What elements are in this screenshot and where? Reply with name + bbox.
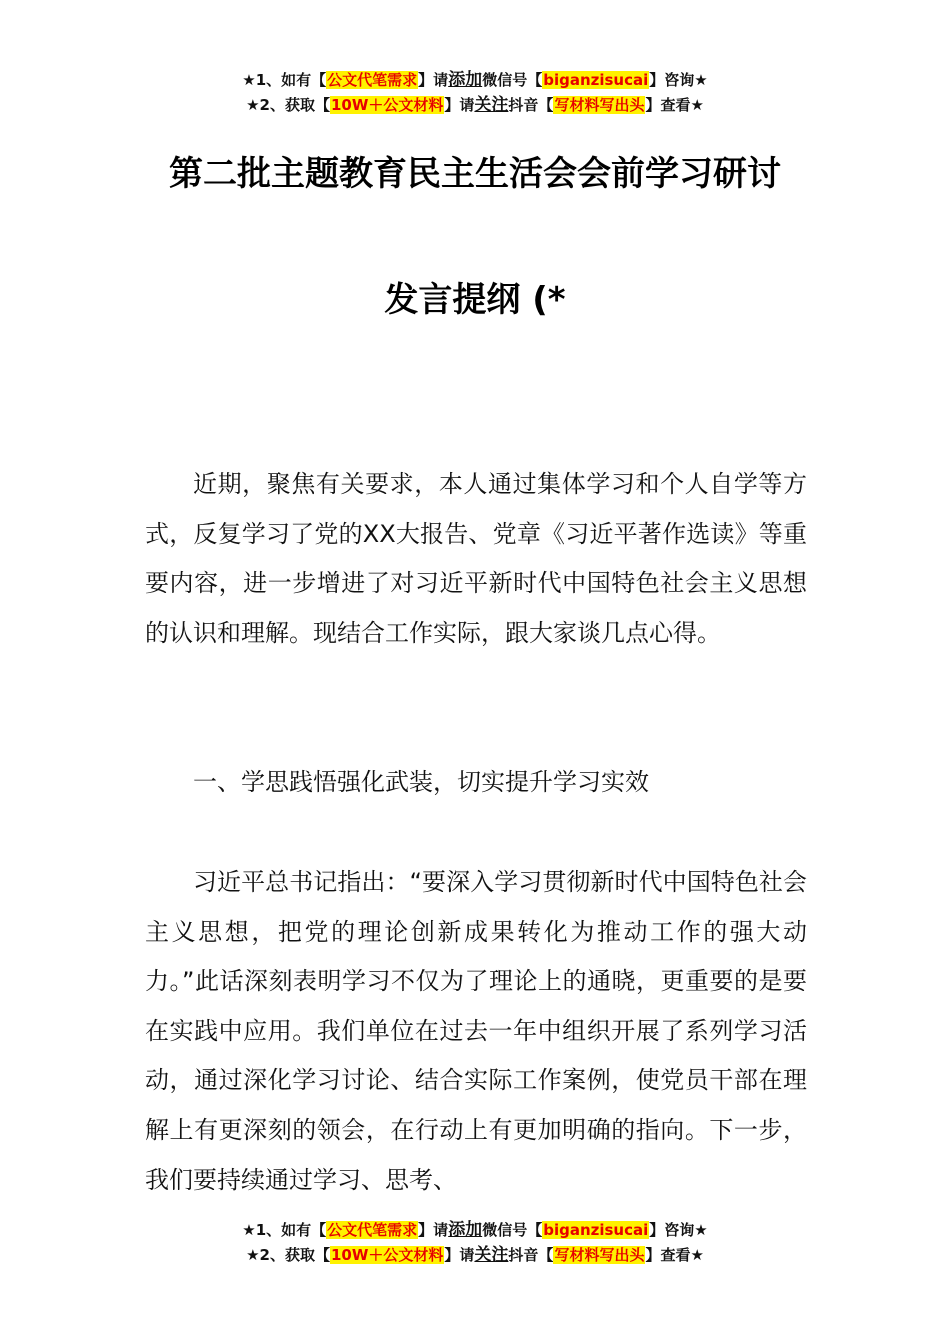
banner-highlight: biganzisucai [543, 71, 649, 89]
banner-line-1 [0, 68, 950, 93]
banner-underline: 关注 [474, 1245, 509, 1265]
banner-text: 】咨询★ [649, 71, 708, 89]
banner-highlight: 公文代笔需求 [327, 1221, 418, 1239]
section-heading [145, 758, 807, 808]
header-banner [0, 68, 950, 118]
footer-banner [0, 1218, 950, 1268]
banner-highlight: biganzisucai [543, 1221, 649, 1239]
banner-line-2 [0, 93, 950, 118]
banner-text: 抖音【 [508, 1246, 554, 1264]
banner-underline: 添加 [448, 1220, 483, 1240]
banner-text: 】请 [418, 1221, 449, 1239]
banner-text: ★2、获取【 [246, 96, 330, 114]
banner-underline: 添加 [448, 70, 483, 90]
banner-highlight: 写材料写出头 [554, 1246, 645, 1264]
banner-text: ★2、获取【 [246, 1246, 330, 1264]
paragraph-text: 习近平总书记指出：“要深入学习贯彻新时代中国特色社会主义思想，把党的理论创新成果转化为推动工作的强大动力。”此话深刻表明学习不仅为了理论上的通晓，更重要的是要在实践中应用。我们单位在过去一年中组织开展了系列学习活动，通过深化学习讨论、结合实际工作案例，使党员干部在理解上有更深刻的领会，在行动上有更加明确的指向。下一步，我们要持续通过学习、思考、 [145, 868, 807, 1194]
document-title-line-1: 第二批主题教育民主生活会会前学习研讨 [169, 154, 781, 194]
document-title-line-2: 发言提纲 (* [384, 280, 566, 320]
section-heading-text: 一、学思践悟强化武装，切实提升学习实效 [193, 768, 649, 796]
banner-text: 微信号【 [482, 71, 543, 89]
banner-text: 】请 [444, 96, 475, 114]
banner-text: 抖音【 [508, 96, 554, 114]
banner-highlight: 10W＋公文材料 [330, 96, 444, 114]
banner-line-1 [0, 1218, 950, 1243]
banner-line-2 [0, 1243, 950, 1268]
banner-text: 】查看★ [645, 96, 704, 114]
banner-highlight: 写材料写出头 [554, 96, 645, 114]
paragraph-text: 近期，聚焦有关要求，本人通过集体学习和个人自学等方式，反复学习了党的XX大报告、党章《习近平著作选读》等重要内容，进一步增进了对习近平新时代中国特色社会主义思想的认识和理解。现结合工作实际，跟大家谈几点心得。 [145, 470, 807, 647]
banner-highlight: 公文代笔需求 [327, 71, 418, 89]
banner-text: 微信号【 [482, 1221, 543, 1239]
body-paragraph [145, 460, 807, 658]
banner-text: 】查看★ [645, 1246, 704, 1264]
banner-text: 】请 [444, 1246, 475, 1264]
banner-underline: 关注 [474, 95, 509, 115]
banner-highlight: 10W＋公文材料 [330, 1246, 444, 1264]
banner-text: 】请 [418, 71, 449, 89]
banner-text: ★1、如有【 [242, 71, 327, 89]
banner-text: 】咨询★ [649, 1221, 708, 1239]
banner-text: ★1、如有【 [242, 1221, 327, 1239]
body-paragraph [145, 858, 807, 1198]
